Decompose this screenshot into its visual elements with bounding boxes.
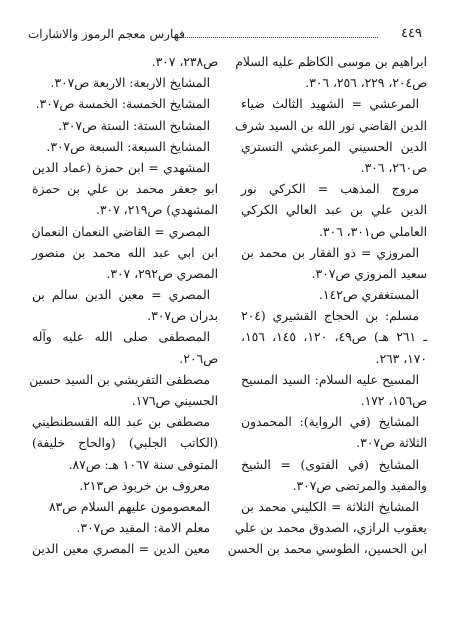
index-line: الدين علي بن عبد العالي الكركي bbox=[241, 203, 427, 218]
index-line: ابو جعفر محمد بن علي بن حمزة bbox=[32, 182, 218, 197]
index-line: المشهدي = ابن حمزة (عماد الدين bbox=[32, 160, 210, 175]
index-line: المعصومون عليهم السلام ص٨٣ bbox=[48, 499, 210, 514]
index-line: المشايخ السبعة: السبعة ص٣٠٧. bbox=[46, 139, 210, 154]
index-column-left bbox=[29, 52, 218, 561]
index-line: المصطفى صلى الله عليه وآله bbox=[32, 330, 210, 345]
index-line: المشايخ الثلاثة = الكليني محمد بن bbox=[241, 499, 419, 514]
index-line: مصطفى بن عبد الله القسطنطيني bbox=[32, 415, 210, 430]
index-line: ابراهيم بن موسى الكاظم عليه السلام bbox=[235, 55, 427, 69]
index-line: معلم الامة: المفيد ص٣٠٧. bbox=[76, 521, 210, 536]
index-line: معين الدين = المصري معين الدين bbox=[32, 542, 210, 557]
index-line: (الكاتب الجلبي) (والحاج خليفة) bbox=[32, 436, 218, 451]
index-line: الثلاثة ص٣٠٧. bbox=[356, 436, 427, 451]
index-line: المروزي = ذو الفقار بن محمد بن bbox=[241, 245, 419, 260]
index-line: سعيد المروزي ص٣٠٧. bbox=[311, 266, 427, 281]
index-line: والمفيد والمرتضى ص٣٠٧. bbox=[292, 478, 427, 493]
index-line: ابن الحسين، الطوسي محمد بن الحسن bbox=[227, 542, 427, 557]
index-line: المشايخ الخمسة: الخمسة ص٣٠٧. bbox=[35, 97, 210, 112]
index-line: الدين الحسيني المرعشي التستري bbox=[241, 139, 427, 154]
index-line: ابن ابي عبد الله محمد بن منصور bbox=[32, 245, 218, 260]
index-line: مصطفى التفريشي بن السيد حسين bbox=[29, 372, 210, 387]
index-line: ـ ٢٦١ هـ) ص٤٩، ١٢٠، ١٤٥، ١٥٦، bbox=[241, 330, 427, 345]
index-line: بدران ص٣٠٧. bbox=[147, 309, 218, 324]
page-header bbox=[28, 26, 422, 42]
header-dotted-leader bbox=[178, 37, 378, 38]
index-line: المشايخ (في الرواية): المحمدون bbox=[241, 415, 419, 430]
running-title: فهارس معجم الرموز والاشارات bbox=[28, 27, 185, 41]
index-line: المشهدي) ص٢١٩، ٣٠٧. bbox=[95, 203, 218, 218]
index-line: الدين القاضي نور الله بن السيد شرف bbox=[234, 118, 427, 133]
index-line: المسيح عليه السلام: السيد المسيح bbox=[241, 372, 419, 387]
index-column-right bbox=[227, 52, 427, 561]
index-line: المصري ص٢٩٢، ٣٠٧. bbox=[106, 266, 218, 281]
index-line: مروج المذهب = الكركي نور bbox=[241, 182, 419, 197]
index-line: يعقوب الرازي، الصدوق محمد بن علي bbox=[234, 521, 427, 536]
index-line: العاملي ص٣٠١، ٣٠٦. bbox=[319, 224, 427, 239]
index-line: المصري = القاضي النعمان النعمان bbox=[31, 224, 210, 239]
index-line: معروف بن خربوذ ص٢١٣. bbox=[79, 478, 210, 493]
index-line: المستغفري ص١٤٢. bbox=[318, 288, 419, 303]
index-line: ص١٥٦، ١٧٢. bbox=[360, 394, 427, 408]
index-line: ص٢٠٦. bbox=[179, 351, 218, 366]
page-number: ٤٤٩ bbox=[401, 26, 422, 41]
index-line: المتوفى سنة ١٠٦٧ هـ: ص٨٧. bbox=[68, 457, 218, 472]
index-line: ص٢٦٠، ٣٠٦. bbox=[360, 160, 427, 175]
index-line: ص٢٠٤، ٢٢٩، ٢٥٦، ٣٠٦. bbox=[305, 76, 427, 91]
index-line: مسلم: بن الحجاج القشيري (٢٠٤ bbox=[241, 309, 419, 324]
index-line: ١٧٠، ٢٦٣. bbox=[375, 351, 427, 366]
index-line: المشايخ (في الفتوى) = الشيخ bbox=[241, 457, 419, 472]
index-line: المصري = معين الدين سالم بن bbox=[32, 288, 210, 303]
index-line: المشايخ الاربعة: الاربعة ص٣٠٧. bbox=[50, 76, 210, 91]
index-line: المشايخ الستة: الستة ص٣٠٧. bbox=[58, 118, 210, 133]
index-line: ص٢٣٨، ٣٠٧. bbox=[151, 55, 218, 69]
index-line: المرعشي = الشهيد الثالث ضياء bbox=[241, 97, 419, 112]
index-line: الحسيني ص١٧٦. bbox=[131, 394, 218, 408]
